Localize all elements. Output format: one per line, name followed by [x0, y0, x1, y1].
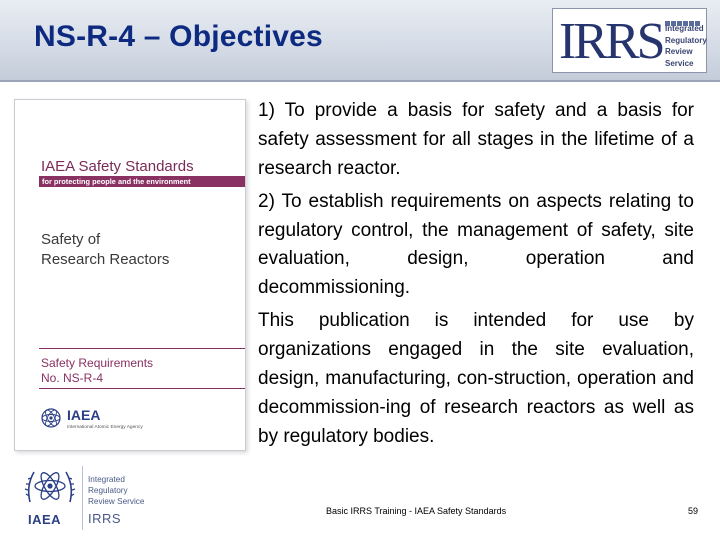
book-title-line: Research Reactors: [41, 251, 170, 268]
book-publisher-full: International Atomic Energy Agency: [67, 425, 143, 430]
page-number: 59: [688, 506, 699, 516]
irrs-logo-word: Integrated: [665, 24, 704, 33]
objectives-text: [258, 97, 694, 456]
book-category: [41, 356, 153, 386]
slide-footer: Basic IRRS Training - IAEA Safety Standards: [326, 506, 507, 516]
book-series-title: IAEA Safety Standards: [41, 158, 194, 175]
iaea-emblem-icon: [39, 406, 63, 432]
book-title: [41, 230, 169, 270]
irrs-logo-word: Service: [665, 58, 694, 68]
iaea-emblem-caption: IAEA: [28, 512, 62, 527]
irrs-logo-words: [665, 23, 707, 69]
book-publisher-logo: [39, 406, 169, 436]
irrs-service-word: Review Service: [88, 497, 145, 506]
book-number: No. NS-R-4: [41, 371, 104, 385]
irrs-acronym: IRRS: [88, 511, 122, 526]
book-publisher-name: IAEA: [67, 407, 101, 423]
book-divider: [39, 388, 245, 389]
objective-paragraph: 2) To establish requirements on aspects relating to regulatory control, the management of safety, site evaluation, design, operation and decommissioning.: [258, 190, 694, 299]
book-cover-image: [14, 99, 246, 451]
book-category-label: Safety Requirements: [41, 356, 154, 370]
iaea-irrs-logo: [16, 460, 153, 536]
iaea-emblem-icon: [24, 462, 76, 516]
irrs-service-word: Regulatory: [88, 486, 128, 495]
irrs-logo-word: Review: [665, 47, 693, 56]
irrs-logo-word: Regulatory: [665, 35, 707, 45]
book-divider: [39, 348, 245, 349]
objective-paragraph: 1) To provide a basis for safety and a basis for safety assessment for all stages in the lifetime of a research reactor.: [258, 100, 694, 179]
irrs-logo-squares-icon: [665, 13, 705, 21]
slide-title: NS-R-4 – Objectives: [34, 20, 323, 53]
book-tagline-band: for protecting people and the environment: [39, 176, 245, 187]
book-title-line: Safety of: [41, 231, 101, 248]
header-divider: [0, 80, 720, 82]
irrs-logo-letters: IRRS: [559, 13, 663, 70]
irrs-logo: [552, 8, 707, 73]
irrs-service-word: Integrated: [88, 475, 125, 484]
irrs-service-words: [88, 474, 144, 507]
objective-paragraph: This publication is intended for use by organizations engaged in the site evaluation, design, manufacturing, con-struction, operation and decommission-ing of research reactors as well as by regulatory bodies.: [258, 310, 694, 447]
logo-divider: [82, 466, 83, 530]
